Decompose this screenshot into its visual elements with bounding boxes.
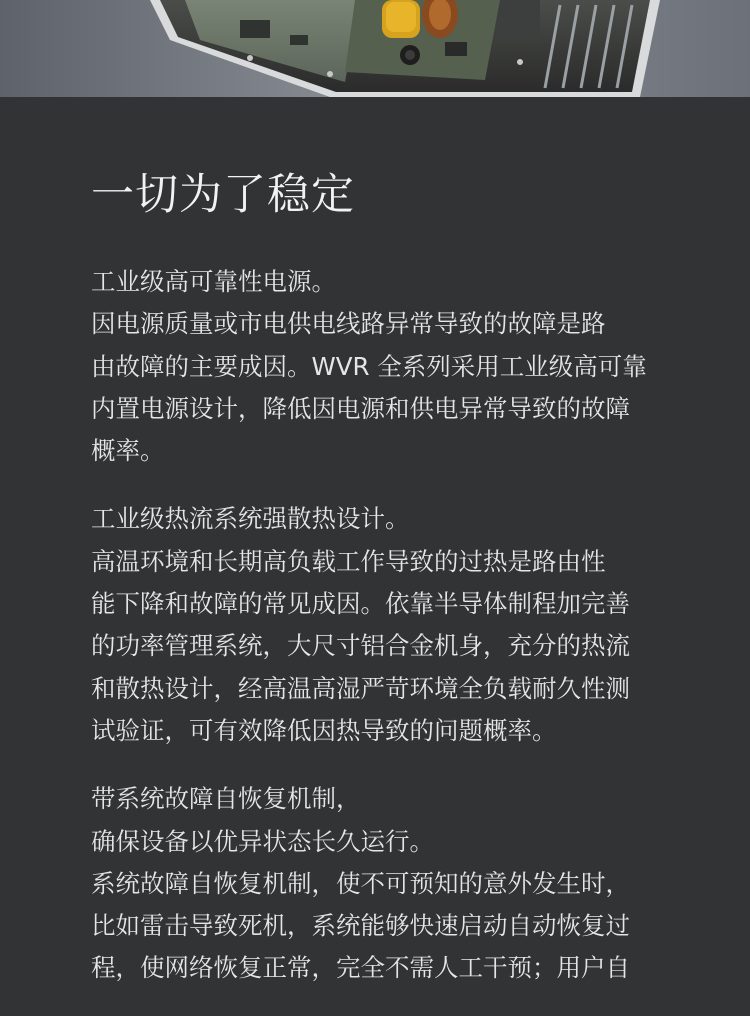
feature-description bbox=[91, 163, 691, 1016]
paragraph-line: 比如雷击导致死机，系统能够快速启动自动恢复过 bbox=[91, 911, 630, 941]
section-title: 一切为了稳定 bbox=[91, 170, 355, 220]
paragraph-line: 工业级热流系统强散热设计。 bbox=[91, 504, 410, 534]
paragraph-line: 由故障的主要成因。WVR 全系列采用工业级高可靠 bbox=[91, 351, 647, 381]
paragraph-line: 带系统故障自恢复机制， bbox=[91, 784, 361, 814]
paragraph-line: 因电源质量或市电供电线路异常导致的故障是路 bbox=[91, 309, 606, 339]
paragraph-line: 的功率管理系统，大尺寸铝合金机身，充分的热流 bbox=[91, 631, 630, 661]
paragraph-power-supply bbox=[91, 261, 691, 472]
paragraph-line: 确保设备以优异状态长久运行。 bbox=[91, 826, 434, 856]
paragraph-line: 工业级高可靠性电源。 bbox=[91, 267, 336, 296]
paragraph-line: 和散热设计，经高温高湿严苛环境全负载耐久性测 bbox=[91, 673, 630, 703]
product-hero-image bbox=[0, 0, 750, 97]
paragraph-self-recovery bbox=[91, 778, 691, 989]
paragraph-line: 程，使网络恢复正常，完全不需人工干预；用户自 bbox=[91, 953, 630, 983]
router-internals-illustration bbox=[0, 0, 750, 97]
paragraph-line: 系统故障自恢复机制，使不可预知的意外发生时， bbox=[91, 868, 630, 898]
paragraph-thermal-design bbox=[91, 498, 691, 752]
paragraph-line: 高温环境和长期高负载工作导致的过热是路由性 bbox=[91, 546, 606, 576]
paragraph-line: 概率。 bbox=[91, 436, 165, 466]
paragraph-line: 试验证，可有效降低因热导致的问题概率。 bbox=[91, 715, 557, 745]
paragraph-line: 内置电源设计，降低因电源和供电异常导致的故障 bbox=[91, 393, 630, 423]
paragraph-line: 能下降和故障的常见成因。依靠半导体制程加完善 bbox=[91, 589, 630, 619]
